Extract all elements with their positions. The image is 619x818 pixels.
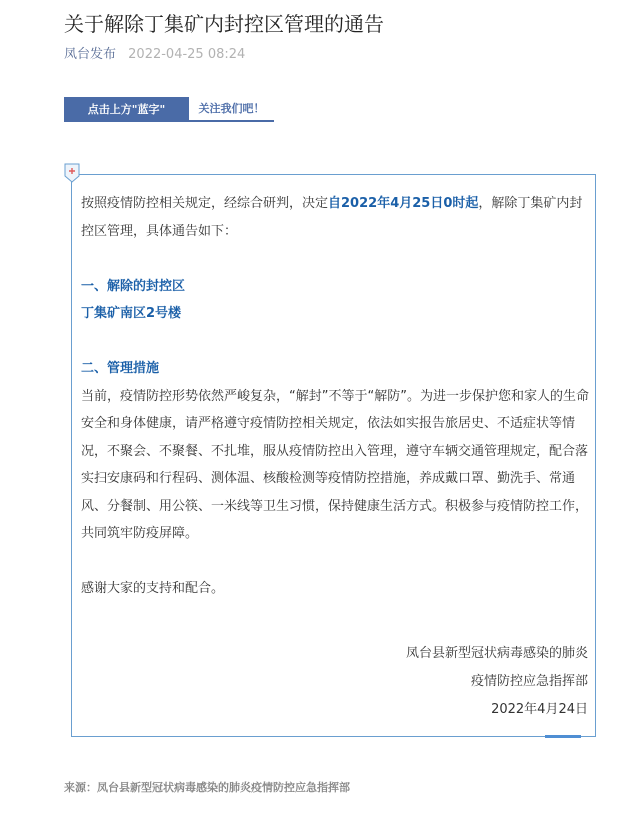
section2-heading: 二、管理措施 <box>81 361 160 376</box>
section1-heading: 一、解除的封控区 <box>81 278 186 294</box>
article-meta <box>64 46 245 64</box>
corner-accent <box>545 735 581 738</box>
article-title: 关于解除丁集矿内封控区管理的通告 <box>64 12 384 36</box>
signature-line-1: 凤台县新型冠状病毒感染的肺炎 <box>405 646 588 661</box>
intro-before: 按照疫情防控相关规定，经综合研判，决定 <box>81 196 329 211</box>
signature-block <box>406 640 588 724</box>
signature-line-2: 疫情防控应急指挥部 <box>470 674 588 689</box>
follow-banner-right: 关注我们吧！ <box>189 97 274 122</box>
account-name-link[interactable]: 凤台发布 <box>64 47 117 62</box>
intro-after: ，解除丁集矿内封控区管理，具体通告如下： <box>81 196 583 239</box>
follow-banner[interactable] <box>64 97 274 122</box>
section1-area: 丁集矿南区2号楼 <box>81 306 182 321</box>
source-credit: 来源：凤台县新型冠状病毒感染的肺炎疫情防控应急指挥部 <box>64 781 350 794</box>
section2-body: 当前，疫情防控形势依然严峻复杂，“解封”不等于“解防”。为进一步保护您和家人的生命安全和身体健康，请严格遵守疫情防控相关规定，依法如实报告旅居史、不适症状等情况，不聚会、不聚餐、不扎堆，服从疫情防控出入管理，遵守车辆交通管理规定，配合落实扫安康码和行程码、测体温、核酸检测等疫情防控措施，养成戴口罩、勤洗手、常通风、分餐制、用公筷、一米线等卫生习惯，保持健康生活方式。积极参与疫情防控工作，共同筑牢防疫屏障。 <box>81 388 589 541</box>
intro-paragraph <box>81 190 591 245</box>
shield-badge-icon <box>64 163 80 183</box>
thanks-text: 感谢大家的支持和配合。 <box>81 581 225 596</box>
signature-date: 2022年4月24日 <box>491 702 588 717</box>
intro-highlight: 自2022年4月25日0时起 <box>328 196 479 211</box>
publish-time: 2022-04-25 08:24 <box>128 47 246 62</box>
follow-banner-left: 点击上方"蓝字" <box>64 97 189 122</box>
notice-content <box>81 190 591 603</box>
